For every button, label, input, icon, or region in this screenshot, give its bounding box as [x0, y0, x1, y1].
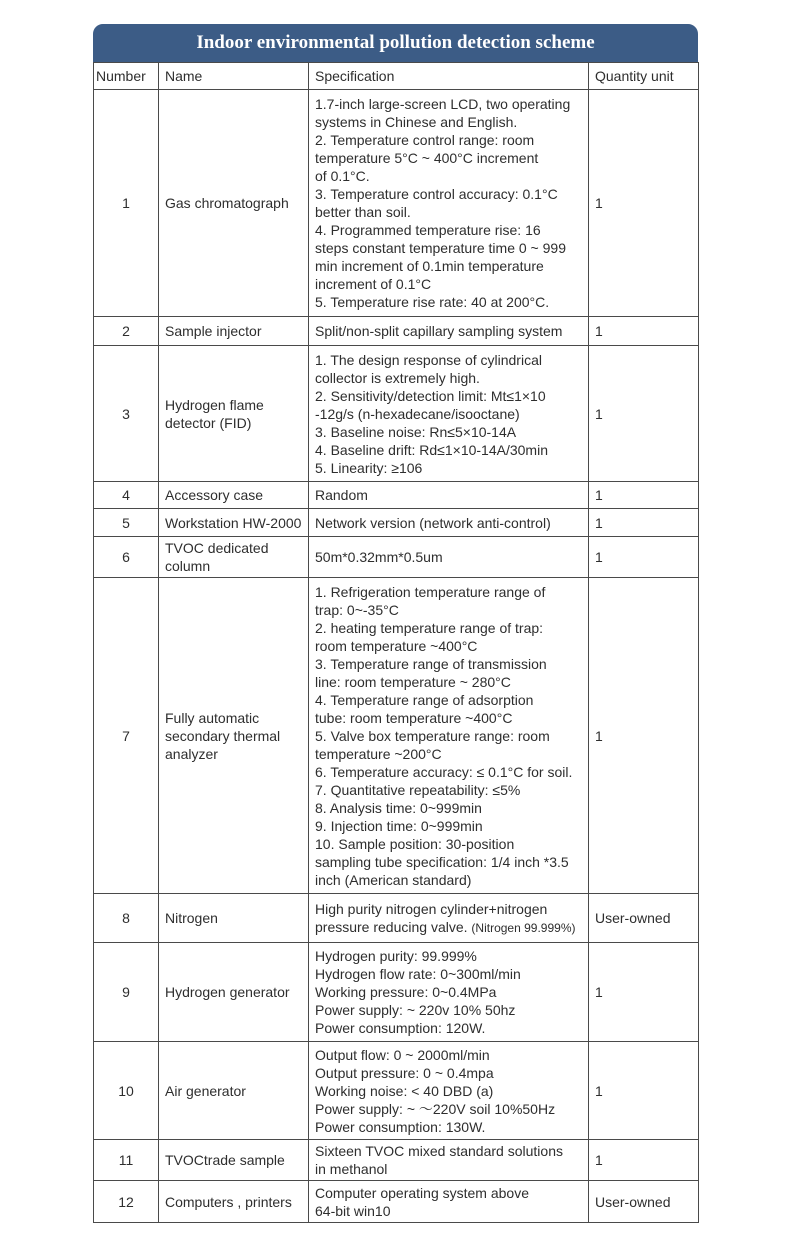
spec-line: 8. Analysis time: 0~999min — [315, 799, 482, 816]
name-line: detector (FID) — [165, 414, 252, 431]
spec-text: pressure reducing valve. — [315, 918, 468, 935]
spec-line: Split/non-split capillary sampling system — [315, 323, 563, 339]
row-name — [159, 509, 309, 537]
spec-line: Network version (network anti-control) — [315, 514, 551, 531]
spec-line: 3. Temperature control accuracy: 0.1°C — [315, 186, 558, 202]
spec-line: 64-bit win10 — [315, 1202, 391, 1219]
spec-line: of 0.1°C. — [315, 168, 370, 184]
row-specification — [309, 90, 589, 317]
row-specification — [309, 1181, 589, 1223]
name-line: TVOC dedicated — [165, 540, 269, 556]
table-row — [94, 346, 699, 482]
row-name — [159, 1181, 309, 1223]
spec-line: in methanol — [315, 1161, 388, 1177]
row-quantity: User-owned — [589, 1181, 699, 1223]
row-quantity: 1 — [589, 1140, 699, 1181]
row-quantity: 1 — [589, 509, 699, 537]
spec-line: Sixteen TVOC mixed standard solutions — [315, 1143, 563, 1159]
spec-line: Output flow: 0 ~ 2000ml/min — [315, 1046, 490, 1063]
spec-line: Computer operating system above — [315, 1184, 529, 1201]
spec-line: 4. Temperature range of adsorption — [315, 691, 534, 708]
spec-line: 5. Valve box temperature range: room — [315, 727, 550, 744]
row-specification — [309, 537, 589, 578]
table-row — [94, 1140, 699, 1181]
row-name — [159, 90, 309, 317]
table-row — [94, 1042, 699, 1140]
spec-line: 10. Sample position: 30-position — [315, 835, 515, 852]
row-number: 5 — [94, 509, 159, 537]
row-specification — [309, 509, 589, 537]
row-specification — [309, 894, 589, 943]
spec-line: better than soil. — [315, 204, 411, 220]
spec-line: increment of 0.1°C — [315, 276, 432, 292]
spec-line: min increment of 0.1min temperature — [315, 258, 544, 274]
row-name — [159, 537, 309, 578]
row-number: 3 — [94, 346, 159, 482]
row-quantity: 1 — [589, 1042, 699, 1140]
table-row — [94, 509, 699, 537]
header-number: Number — [94, 63, 159, 90]
row-number: 4 — [94, 482, 159, 509]
row-specification — [309, 482, 589, 509]
spec-line: 5. Temperature rise rate: 40 at 200°C. — [315, 294, 550, 310]
spec-line: inch (American standard) — [315, 871, 472, 888]
row-quantity: 1 — [589, 482, 699, 509]
spec-line: 4. Programmed temperature rise: 16 — [315, 222, 541, 238]
table-title: Indoor environmental pollution detection scheme — [93, 24, 698, 62]
row-quantity: 1 — [589, 90, 699, 317]
name-line: Fully automatic — [165, 709, 260, 726]
spec-line: 4. Baseline drift: Rd≤1×10-14A/30min — [315, 441, 548, 458]
spec-line: 2. heating temperature range of trap: — [315, 619, 544, 636]
spec-line: 1. The design response of cylindrical — [315, 351, 542, 368]
spec-line: Power supply: ~ 220v 10% 50hz — [315, 1002, 516, 1018]
table-row — [94, 90, 699, 317]
name-line: Sample injector — [165, 323, 262, 339]
spec-line: High purity nitrogen cylinder+nitrogen — [315, 900, 548, 917]
spec-line: line: room temperature ~ 280°C — [315, 673, 511, 690]
table-row — [94, 537, 699, 578]
header-name: Name — [159, 63, 309, 90]
spec-line: systems in Chinese and English. — [315, 114, 518, 130]
row-quantity: 1 — [589, 346, 699, 482]
row-name — [159, 482, 309, 509]
row-specification — [309, 1140, 589, 1181]
row-number: 12 — [94, 1181, 159, 1223]
spec-line: temperature 5°C ~ 400°C increment — [315, 150, 539, 166]
row-quantity: 1 — [589, 578, 699, 894]
row-number: 2 — [94, 317, 159, 346]
table-row — [94, 894, 699, 943]
name-line: TVOCtrade sample — [165, 1152, 285, 1168]
table-row — [94, 1181, 699, 1223]
name-line: column — [165, 558, 211, 574]
spec-line: Working pressure: 0~0.4MPa — [315, 984, 497, 1000]
table-row — [94, 482, 699, 509]
spec-note: (Nitrogen 99.999%) — [471, 920, 576, 935]
name-line: Gas chromatograph — [165, 195, 289, 211]
spec-line: steps constant temperature time 0 ~ 999 — [315, 240, 566, 256]
row-quantity: 1 — [589, 537, 699, 578]
header-quantity-unit: Quantity unit — [589, 63, 699, 90]
spec-line: temperature ~200°C — [315, 745, 442, 762]
row-quantity: User-owned — [589, 894, 699, 943]
table-row — [94, 578, 699, 894]
row-name — [159, 578, 309, 894]
row-name — [159, 894, 309, 943]
row-number: 9 — [94, 943, 159, 1042]
spec-line: Output pressure: 0 ~ 0.4mpa — [315, 1064, 494, 1081]
name-line: Workstation HW-2000 — [165, 514, 302, 531]
row-specification — [309, 1042, 589, 1140]
scheme-table — [93, 62, 699, 1223]
spec-line — [315, 918, 582, 937]
spec-line: Hydrogen flow rate: 0~300ml/min — [315, 966, 521, 982]
row-number: 10 — [94, 1042, 159, 1140]
name-line: Air generator — [165, 1082, 246, 1099]
row-name — [159, 1140, 309, 1181]
row-name — [159, 943, 309, 1042]
spec-line: 2. Temperature control range: room — [315, 132, 535, 148]
row-quantity: 1 — [589, 943, 699, 1042]
row-number: 8 — [94, 894, 159, 943]
header-specification: Specification — [309, 63, 589, 90]
spec-line: tube: room temperature ~400°C — [315, 709, 513, 726]
name-line: Hydrogen generator — [165, 984, 290, 1000]
row-number: 6 — [94, 537, 159, 578]
row-specification — [309, 578, 589, 894]
row-name — [159, 317, 309, 346]
spec-line: Hydrogen purity: 99.999% — [315, 948, 477, 964]
spec-line: Working noise: < 40 DBD (a) — [315, 1082, 494, 1099]
spec-line: collector is extremely high. — [315, 369, 480, 386]
spec-line: -12g/s (n-hexadecane/isooctane) — [315, 405, 520, 422]
spec-line: 9. Injection time: 0~999min — [315, 817, 483, 834]
spec-line: Random — [315, 487, 368, 503]
name-line: Nitrogen — [165, 910, 218, 926]
name-line: secondary thermal — [165, 727, 281, 744]
spec-line: 3. Baseline noise: Rn≤5×10-14A — [315, 423, 517, 440]
row-specification — [309, 346, 589, 482]
spec-line: 7. Quantitative repeatability: ≤5% — [315, 781, 521, 798]
row-name — [159, 346, 309, 482]
spec-line: 3. Temperature range of transmission — [315, 655, 547, 672]
spec-line: Power supply: ~ ～220V soil 10%50Hz — [315, 1100, 556, 1117]
row-quantity: 1 — [589, 317, 699, 346]
spec-line: 1. Refrigeration temperature range of — [315, 583, 546, 600]
name-line: Computers , printers — [165, 1193, 292, 1210]
scheme-sheet — [93, 24, 698, 1219]
name-line: Hydrogen flame — [165, 396, 264, 413]
header-row — [94, 63, 699, 90]
row-number: 11 — [94, 1140, 159, 1181]
spec-line: 5. Linearity: ≥106 — [315, 459, 423, 476]
spec-line: 2. Sensitivity/detection limit: Mt≤1×10 — [315, 387, 546, 404]
spec-line: Power consumption: 130W. — [315, 1118, 486, 1135]
spec-line: room temperature ~400°C — [315, 637, 478, 654]
row-number: 7 — [94, 578, 159, 894]
table-row — [94, 943, 699, 1042]
spec-line: 50m*0.32mm*0.5um — [315, 549, 443, 565]
table-row — [94, 317, 699, 346]
row-specification — [309, 943, 589, 1042]
name-line: analyzer — [165, 745, 218, 762]
name-line: Accessory case — [165, 487, 264, 503]
spec-line: Power consumption: 120W. — [315, 1020, 486, 1036]
row-number: 1 — [94, 90, 159, 317]
spec-line: 6. Temperature accuracy: ≤ 0.1°C for soil. — [315, 763, 573, 780]
spec-line: 1.7-inch large-screen LCD, two operating — [315, 96, 571, 112]
row-specification — [309, 317, 589, 346]
row-name — [159, 1042, 309, 1140]
spec-line: trap: 0~-35°C — [315, 601, 399, 618]
spec-line: sampling tube specification: 1/4 inch *3.5 — [315, 853, 569, 870]
